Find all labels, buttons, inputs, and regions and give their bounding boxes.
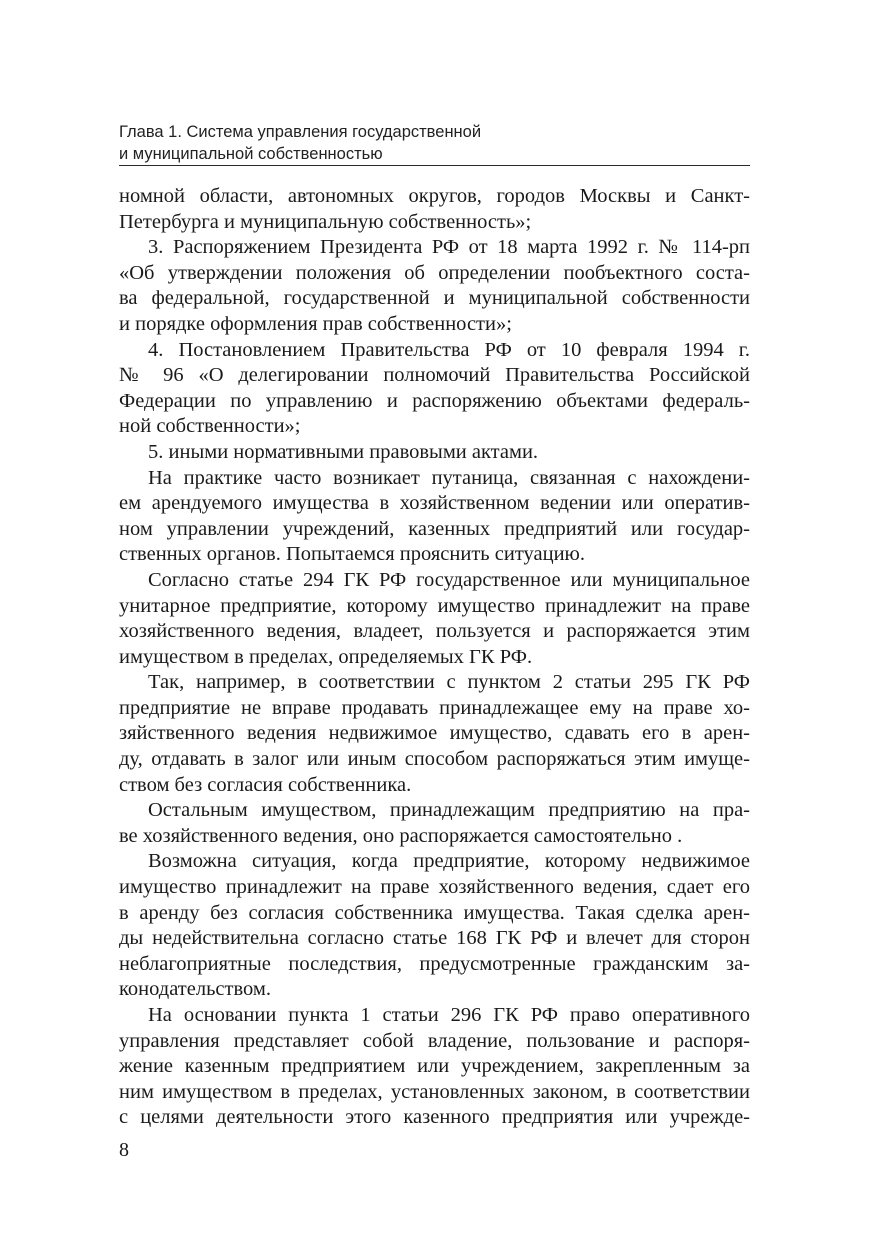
text-line: унитарное предприятие, которому имущество принадлежит на праве [119,594,750,617]
text-line: ве хозяйственного ведения, оно распоряжается самостоятельно . [119,824,683,847]
text-line: ду, отдавать в залог или иным способом распоряжаться этим имуще- [119,748,750,771]
body-text [119,184,750,1131]
paragraph [119,670,750,798]
text-line: Петербурга и муниципальную собственность»; [119,210,532,233]
text-line: Остальным имуществом, принадлежащим предприятию на пра- [148,799,750,822]
text-line: конодательством. [119,978,271,1001]
text-line: хозяйственного ведения, владеет, пользуется и распоряжается этим [119,620,750,643]
text-line: ним имуществом в пределах, установленных законом, в соответствии [119,1080,750,1103]
paragraph [119,235,750,337]
text-line: На практике часто возникает путаница, связанная с нахождени- [148,466,750,489]
text-line: и порядке оформления прав собственности»; [119,312,512,335]
text-line: 5. иными нормативными правовыми актами. [148,440,539,463]
paragraph [119,1003,750,1131]
paragraph [119,184,750,235]
text-line: зяйственного ведения недвижимое имущество, сдавать его в арен- [119,722,750,745]
text-line: ды недействительна согласно статье 168 ГК РФ и влечет для сторон [119,927,750,950]
text-line: имуществом в пределах, определяемых ГК РФ. [119,645,533,668]
text-line: Согласно статье 294 ГК РФ государственное или муниципальное [148,568,750,591]
paragraph [119,338,750,440]
text-line: Так, например, в соответствии с пунктом 2 статьи 295 ГК РФ [148,671,750,694]
running-head-line-2: и муниципальной собственностью [119,145,383,163]
paragraph [119,466,750,568]
running-head [119,121,750,165]
header-divider [119,165,750,166]
text-line: ва федеральной, государственной и муниципальной собственности [119,287,750,310]
text-line: ством без согласия собственника. [119,773,412,796]
paragraph [119,798,750,849]
text-line: с целями деятельности этого казенного предприятия или учрежде- [119,1106,750,1129]
text-line: номной области, автономных округов, городов Москвы и Санкт- [119,185,750,207]
text-line: ной собственности»; [119,415,301,438]
text-line: 4. Постановлением Правительства РФ от 10 февраля 1994 г. [148,338,750,361]
page-number: 8 [119,1139,129,1161]
text-line: «Об утверждении положения об определении пообъектного соста- [119,261,750,284]
paragraph [119,849,750,1003]
text-line: Федерации по управлению и распоряжению объектами федераль- [119,389,750,412]
text-line: ном управлении учреждений, казенных предприятий или государ- [119,517,750,540]
text-line: № 96 «О делегировании полномочий Правительства Российской [119,364,750,387]
paragraph [119,440,750,466]
text-line: управления представляет собой владение, пользование и распоря- [119,1029,750,1052]
text-line: неблагоприятные последствия, предусмотренные гражданским за- [119,952,750,975]
text-line: ем арендуемого имущества в хозяйственном ведении или оператив- [119,492,750,515]
text-line: имущество принадлежит на праве хозяйственного ведения, сдает его [119,876,750,899]
text-line: предприятие не вправе продавать принадлежащее ему на праве хо- [119,696,750,719]
text-line: ственных органов. Попытаемся прояснить ситуацию. [119,543,585,566]
paragraph [119,568,750,670]
text-line: в аренду без согласия собственника имущества. Такая сделка арен- [119,901,750,924]
text-line: На основании пункта 1 статьи 296 ГК РФ право оперативного [148,1004,750,1026]
running-head-line-1: Глава 1. Система управления государственной [119,123,482,141]
text-line: 3. Распоряжением Президента РФ от 18 марта 1992 г. № 114-рп [148,236,750,259]
text-line: жение казенным предприятием или учреждением, закрепленным за [119,1055,750,1078]
text-line: Возможна ситуация, когда предприятие, которому недвижимое [148,850,750,873]
